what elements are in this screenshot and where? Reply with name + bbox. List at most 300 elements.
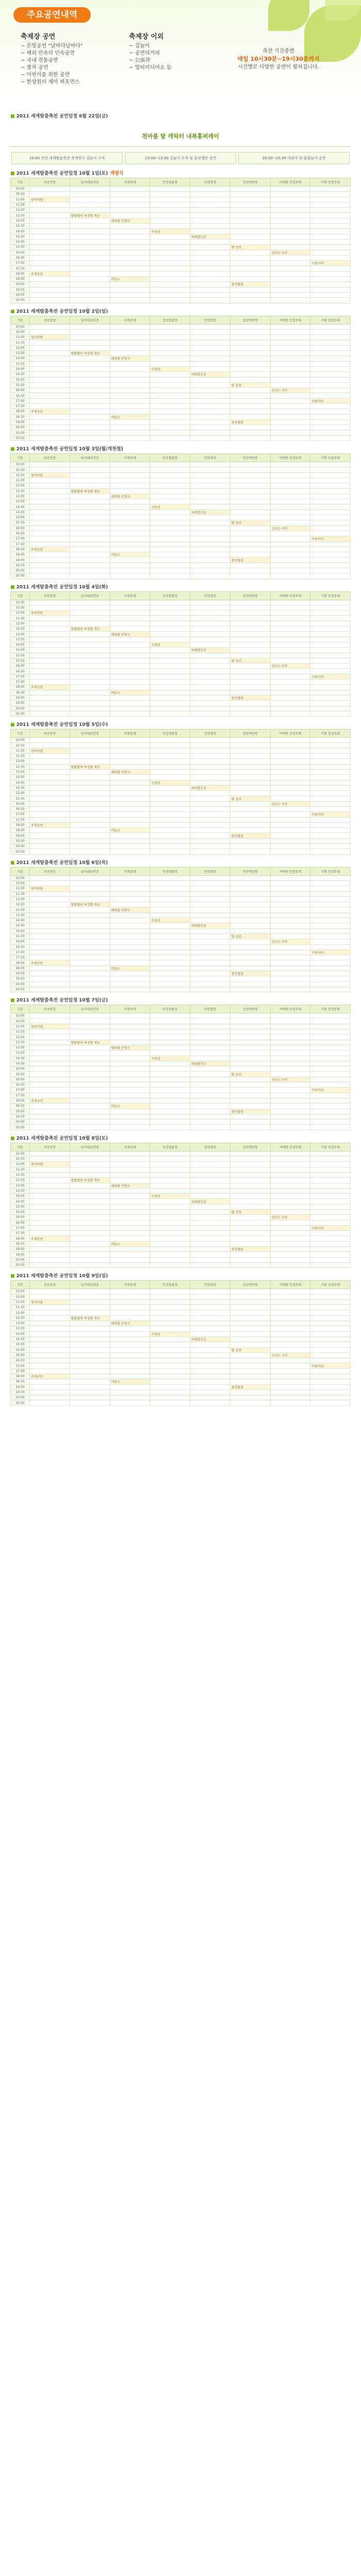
schedule-cell [30,812,70,817]
time-cell: 14:30 [11,1336,30,1342]
schedule-cell [310,822,351,827]
table-row [11,759,351,764]
schedule-cell [150,939,190,944]
schedule-cell [190,329,231,334]
schedule-cell [30,1257,70,1262]
time-cell: 11:00 [11,197,30,202]
schedule-cell [150,419,190,425]
time-cell: 16:00 [11,526,30,531]
schedule-cell [270,680,310,685]
schedule-cell [70,1374,110,1379]
table-row [11,208,351,213]
schedule-cell [230,791,270,796]
schedule-cell [70,197,110,202]
table-row [11,685,351,690]
schedule-cell [190,695,231,700]
schedule-cell [310,1305,351,1310]
schedule-section [10,445,351,579]
schedule-cell [190,616,231,621]
schedule-cell [270,1120,310,1125]
schedule-cell [150,1066,190,1072]
schedule-cell [30,775,70,780]
column-header: 기획 인정무대 [310,1281,351,1289]
schedule-cell [150,483,190,488]
notice-line-highlight: 매일 10시30분~19시30분까지 [237,56,320,62]
schedule-cell [310,1236,351,1241]
notice-text [232,47,325,71]
schedule-cell [190,282,231,287]
schedule-cell [270,791,310,796]
schedule-cell [150,616,190,621]
schedule-cell [230,907,270,912]
schedule-cell: 버들소 [110,1241,150,1246]
schedule-cell [310,1188,351,1193]
table-row [11,701,351,706]
table-row [11,372,351,377]
schedule-cell [30,642,70,647]
schedule-cell [270,1257,310,1262]
time-cell: 18:30 [11,1379,30,1384]
column-header: 기본 [11,316,30,324]
schedule-cell [30,1194,70,1199]
time-cell: 14:00 [11,229,30,234]
schedule-cell [310,1077,351,1082]
schedule-cell: 해외탈 인형극 [110,769,150,774]
schedule-cell [190,664,231,669]
time-cell: 13:30 [11,499,30,504]
schedule-cell [230,801,270,806]
schedule-cell [30,1331,70,1336]
schedule-cell [270,1082,310,1088]
schedule-cell [230,552,270,557]
table-row [11,483,351,488]
schedule-cell [270,202,310,207]
schedule-cell [30,918,70,923]
time-cell: 15:30 [11,382,30,387]
schedule-cell [270,944,310,950]
column-header: 인진청광장 [150,178,190,187]
schedule-cell [150,632,190,637]
schedule-cell [30,971,70,976]
table-row [11,1077,351,1082]
schedule-cell [150,1252,190,1257]
schedule-cell [310,632,351,637]
right-item: ~ 公演과 [129,58,151,63]
table-row [11,971,351,976]
schedule-cell [30,361,70,366]
table-row [11,960,351,965]
schedule-cell [270,1125,310,1130]
schedule-cell [310,828,351,833]
schedule-cell [310,1120,351,1125]
time-cell: 20:30 [11,1125,30,1130]
time-cell: 11:30 [11,891,30,896]
time-cell: 12:30 [11,213,30,218]
time-cell: 17:30 [11,817,30,822]
schedule-cell [270,483,310,488]
table-row [11,356,351,361]
schedule-cell [310,907,351,912]
table-row [11,287,351,292]
schedule-cell: 탈탈탈의 특정별 재공 [70,626,110,632]
schedule-cell [310,685,351,690]
time-cell: 12:00 [11,1310,30,1315]
schedule-cell [30,674,70,679]
schedule-cell [310,690,351,695]
schedule-cell [310,510,351,515]
schedule-cell [110,483,150,488]
table-row [11,1257,351,1262]
schedule-cell [270,1262,310,1267]
schedule-cell [310,292,351,297]
page-header [0,0,361,108]
time-cell: 12:00 [11,483,30,488]
schedule-cell [310,298,351,303]
schedule-cell [270,1384,310,1389]
schedule-cell [230,918,270,923]
schedule-cell [70,277,110,282]
schedule-cell [230,626,270,632]
schedule-cell [230,1262,270,1267]
left-item: ~ 어린이를 위한 공연 [21,72,70,78]
schedule-cell [110,1151,150,1156]
schedule-cell [190,1104,231,1109]
time-cell: 20:00 [11,981,30,987]
schedule-cell [150,499,190,504]
schedule-cell [230,664,270,669]
schedule-cell [70,950,110,955]
schedule-cell [310,1231,351,1236]
schedule-cell [190,960,231,965]
column-header: 기획 인정무대 [310,316,351,324]
schedule-cell [110,611,150,616]
time-cell: 11:00 [11,886,30,891]
schedule-cell [110,1188,150,1193]
schedule-cell [70,526,110,531]
schedule-cell [110,462,150,467]
table-row [11,568,351,573]
schedule-cell [230,1172,270,1177]
schedule-cell [30,1368,70,1374]
table-row [11,748,351,753]
left-item: ~ 은빛공연 "날마다날마다" [21,43,83,49]
table-row [11,1231,351,1236]
schedule-cell [190,557,231,563]
time-cell: 15:30 [11,1072,30,1077]
table-row [11,1374,351,1379]
schedule-cell [270,642,310,647]
schedule-cell [30,234,70,239]
schedule-cell [230,1400,270,1405]
schedule-cell [30,1247,70,1252]
schedule-title: ■ 2011 세계탈춤축전 공연일정 10월 8일(토) [10,1136,108,1141]
schedule-cell [150,674,190,679]
schedule-cell [230,1342,270,1347]
schedule-cell [30,292,70,297]
time-cell: 11:00 [11,335,30,340]
time-cell: 14:00 [11,1056,30,1061]
schedule-cell [190,1088,231,1093]
schedule-cell [70,1029,110,1035]
schedule-cell [190,1299,231,1304]
schedule-cell [230,605,270,610]
schedule-cell [150,1157,190,1162]
schedule-cell [310,1400,351,1405]
schedule-cell [70,1299,110,1304]
schedule-cell [270,738,310,743]
schedule-cell [270,213,310,218]
schedule-cell [110,1289,150,1294]
schedule-cell: 신나는 국악 [270,526,310,531]
schedule-cell [30,1262,70,1267]
schedule-cell [310,886,351,891]
schedule-cell [30,1215,70,1220]
schedule-cell [230,1035,270,1040]
time-cell: 18:30 [11,552,30,557]
time-cell: 20:30 [11,849,30,854]
schedule-cell [70,743,110,748]
time-cell: 11:00 [11,748,30,753]
schedule-cell [270,838,310,843]
schedule-cell [230,292,270,297]
schedule-cell [110,875,150,880]
schedule-cell [70,520,110,526]
left-item: ~ 해외 민속의 민속공연 [21,50,75,56]
time-cell: 20:00 [11,430,30,435]
time-cell: 17:00 [11,674,30,679]
table-row [11,880,351,886]
schedule-cell [30,356,70,361]
schedule-cell [150,1109,190,1114]
schedule-cell [110,345,150,350]
schedule-cell: 주제공연 [30,685,70,690]
column-header: 기본 [11,1143,30,1151]
table-row [11,224,351,229]
schedule-cell [150,1315,190,1320]
table-row [11,928,351,934]
schedule-cell [110,1162,150,1167]
time-cell: 16:00 [11,801,30,806]
schedule-cell [30,282,70,287]
schedule-cell [110,785,150,790]
schedule-cell [270,351,310,356]
bullet-icon: ■ [10,584,17,590]
table-row [11,828,351,833]
schedule-cell [30,1019,70,1024]
schedule-cell [70,960,110,965]
time-cell: 12:00 [11,1035,30,1040]
schedule-cell [30,791,70,796]
schedule-cell [190,1389,231,1395]
schedule-cell [150,1247,190,1252]
schedule-cell [30,817,70,822]
schedule-cell [190,1194,231,1199]
schedule-cell [190,632,231,637]
schedule-cell [310,1336,351,1342]
schedule-cell [230,812,270,817]
time-cell: 15:00 [11,928,30,934]
table-row [11,478,351,483]
time-cell: 18:00 [11,1236,30,1241]
schedule-cell [150,488,190,494]
schedule-cell: 주제공연 [30,1236,70,1241]
schedule-cell [270,1056,310,1061]
schedule-cell [190,605,231,610]
time-cell: 13:00 [11,356,30,361]
schedule-cell [70,335,110,340]
time-cell: 17:30 [11,1093,30,1098]
schedule-cell [110,1035,150,1040]
time-cell: 19:30 [11,838,30,843]
schedule-cell [270,648,310,653]
schedule-cell [150,1082,190,1088]
schedule-cell [150,1104,190,1109]
schedule-cell [270,796,310,801]
schedule-cell [270,611,310,616]
schedule-cell [110,1050,150,1056]
time-cell: 12:00 [11,345,30,350]
schedule-cell [30,1072,70,1077]
schedule-cell [190,1352,231,1358]
schedule-cell: 탈탈탈의 특정별 재공 [70,1178,110,1183]
schedule-cell [230,526,270,531]
schedule-cell [190,886,231,891]
schedule-cell [70,1056,110,1061]
schedule-cell [190,1236,231,1241]
schedule-cell [70,324,110,329]
schedule-cell [310,817,351,822]
schedule-cell [70,918,110,923]
schedule-cell [270,467,310,472]
schedule-cell [110,1157,150,1162]
schedule-cell [270,875,310,880]
schedule-cell [30,912,70,918]
time-cell: 16:00 [11,388,30,393]
schedule-cell [270,1342,310,1347]
schedule-cell [30,462,70,467]
schedule-cell [310,552,351,557]
table-row [11,547,351,552]
schedule-cell [150,239,190,244]
schedule-cell [30,494,70,499]
schedule-cell [150,1204,190,1209]
schedule-cell [30,536,70,541]
schedule-cell [230,1162,270,1167]
schedule-cell [30,1178,70,1183]
schedule-cell [150,801,190,806]
schedule-cell [110,669,150,674]
schedule-cell [70,430,110,435]
schedule-cell [190,531,231,536]
column-header: 여에연 인정무대 [270,591,310,600]
schedule-cell [190,488,231,494]
table-row [11,695,351,700]
schedule-cell [310,626,351,632]
schedule-cell [230,637,270,642]
schedule-cell [150,907,190,912]
schedule-cell [150,414,190,419]
schedule-cell [150,796,190,801]
schedule-cell [110,1347,150,1352]
table-row [11,875,351,880]
schedule-cell [70,1066,110,1072]
schedule-cell: 구름다리 [310,674,351,679]
table-row [11,531,351,536]
table-row [11,1289,351,1294]
schedule-cell [30,366,70,371]
schedule-cell [70,1400,110,1405]
schedule-cell [70,467,110,472]
schedule-cell [150,1077,190,1082]
schedule-cell [310,1352,351,1358]
schedule-cell [230,680,270,685]
schedule-cell [270,1024,310,1029]
schedule-cell [190,287,231,292]
schedule-cell [70,1220,110,1225]
stage-performance-box [21,31,98,86]
schedule-cell [110,557,150,563]
schedule-cell [190,812,231,817]
schedule-cell [70,292,110,297]
schedule-cell [310,1183,351,1188]
time-cell: 17:00 [11,261,30,266]
schedule-cell [190,419,231,425]
schedule-cell [150,706,190,711]
schedule-cell [230,335,270,340]
schedule-cell [270,414,310,419]
overview-flow [10,152,351,164]
schedule-cell [110,626,150,632]
schedule-cell [310,356,351,361]
time-cell: 10:00 [11,875,30,880]
schedule-cell: 하회별신굿 [190,923,231,928]
schedule-cell [270,1368,310,1374]
table-row [11,664,351,669]
table-row [11,1013,351,1019]
column-header: 민연광장 [190,730,231,738]
table-row [11,345,351,350]
schedule-cell [30,340,70,345]
schedule-cell [310,1024,351,1029]
schedule-cell [70,796,110,801]
schedule-cell [150,785,190,790]
schedule-cell [110,1326,150,1331]
schedule-cell [190,950,231,955]
schedule-cell [70,229,110,234]
schedule-cell [190,345,231,350]
column-header: 기본 [11,178,30,187]
schedule-cell [70,1019,110,1024]
schedule-cell [30,1199,70,1204]
schedule-cell [150,1374,190,1379]
schedule-cell [30,658,70,663]
schedule-cell [70,1352,110,1358]
schedule-cell [110,880,150,886]
schedule-cell: 수원권 [150,366,190,371]
schedule-cell [190,324,231,329]
table-row [11,573,351,579]
schedule-cell [30,531,70,536]
schedule-cell [270,541,310,547]
schedule-cell [270,504,310,510]
schedule-cell [110,531,150,536]
time-cell: 10:00 [11,324,30,329]
schedule-cell [230,250,270,255]
schedule-cell [110,573,150,579]
schedule-cell: 탈탈탈의 특정별 재공 [70,488,110,494]
time-cell: 19:00 [11,833,30,838]
schedule-cell [190,202,231,207]
